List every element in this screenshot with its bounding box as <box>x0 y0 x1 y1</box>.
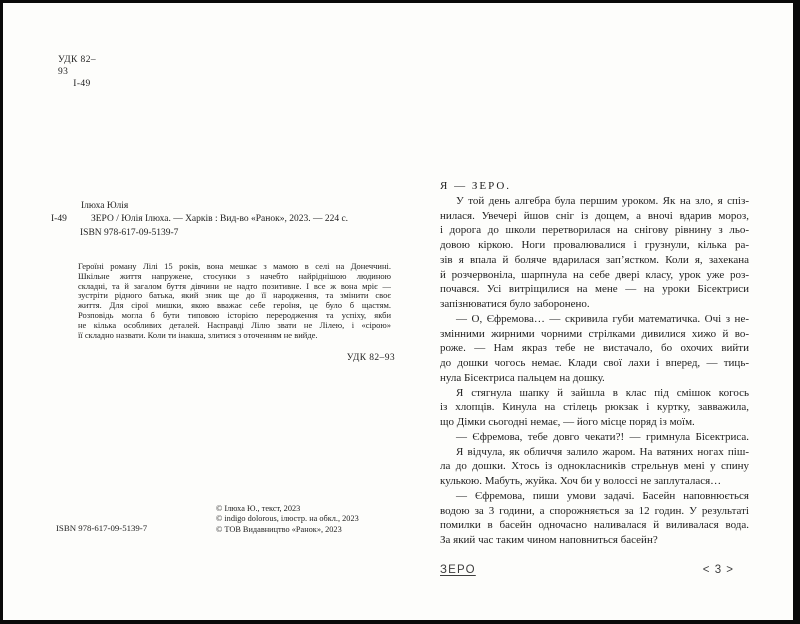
text-line: нула Бісектриса пальцем на дошку. <box>440 371 605 384</box>
text-line: до дошки чогось немає. Клади свої лахи і вперед, — тиць- <box>440 357 749 369</box>
text-line: із хлопців. Кинула на стілець рюкзак і куртку, завважила, <box>440 401 749 414</box>
text-line: і дорога до школи перетворилася на снігову рівнину з льо- <box>440 224 749 237</box>
author-index-code: І-49 <box>73 79 91 89</box>
text-line: Героїні роману Лілі 15 років, вона мешкає з мамою в селі на Донеччині. <box>78 262 391 271</box>
text-line: За який час таким чином наповниться басейн? <box>440 534 658 546</box>
running-title: ЗЕРО <box>440 564 476 576</box>
text-line: не кілька особливих деталей. Насправді Лілю звати не Лілею, і «сірою» <box>78 320 391 330</box>
text-line: почався. Усі витріщилися на мене — на уроки Бісектриси <box>440 283 749 296</box>
text-line: © indigo dolorous, ілюстр. на обкл., 2023 <box>216 514 359 524</box>
udk-code-bottom: УДК 82–93 <box>346 353 395 363</box>
text-line: зів я впала й боляче вдарилася зап’ястком. Коли я, захекана <box>440 253 749 266</box>
page-spread <box>3 3 793 620</box>
text-line: Я — ЗЕРО. <box>440 180 512 192</box>
bibliographic-author: Ілюха Юлія <box>81 201 129 211</box>
text-line: — Єфремова, пиши умови задачі. Басейн наповнюється <box>456 489 749 502</box>
text-line: зустріти рідного батька, який зник ще до її народження, та змінити своє <box>78 291 391 301</box>
text-line: довою кіркою. Ноги провалювалися і грузнули, кілька ра- <box>440 239 749 251</box>
udk-classification-block <box>58 54 106 90</box>
text-line: У той день алгебра була першим уроком. Як на зло, я спіз- <box>456 194 749 207</box>
text-line: запізнюватися було заборонено. <box>440 298 590 310</box>
text-line: Я стягнула шапку й зайшла в клас під смішок когось <box>456 386 749 399</box>
text-line: й розчервоніла, шарпнула на себе двері класу, урок уже роз- <box>440 268 749 281</box>
text-line: що Дімки сьогодні немає, — його місце поряд із моїм. <box>440 416 695 428</box>
text-line: водою за 3 години, а спорожняється за 12 годин. У результаті <box>440 504 749 517</box>
text-line: складні, та й загалом буття дівчини не надто позитивне. І все ж вона мріє — <box>78 281 391 291</box>
isbn-number: ISBN 978-617-09-5139-7 <box>80 228 179 238</box>
annotation-paragraph <box>78 262 391 340</box>
text-line: — О, Єфремова… — скривила губи математичка. Очі з не- <box>456 312 749 325</box>
page-number: < 3 > <box>702 564 734 576</box>
text-line: кулькою. Мабуть, жуйка. Хоч би у волоссі не заплуталася… <box>440 475 722 487</box>
bibliographic-index-code: І-49 <box>51 214 67 224</box>
text-line: помилки в басейн одночасно наливалася й виливалася вода. <box>440 519 749 532</box>
text-line: її складно назвати. Коли ти інакша, злитися з оточенням не вийде. <box>78 330 318 340</box>
text-line: роже. — Нам якраз тебе не вистачало, бо охочих вийти <box>440 342 749 355</box>
page-footer <box>440 564 734 576</box>
text-line: Розповідь могла б бути типовою історією переродження та успіху, якби <box>78 310 391 320</box>
udk-code: УДК 82–93 <box>58 55 97 77</box>
text-line: ла до дошки. Хтось із однокласників стрельнув мені у спину <box>440 460 749 473</box>
text-line: змінними жирними чорними стрілками дивилися хижо й во- <box>440 327 749 340</box>
text-line: © ТОВ Видавництво «Ранок», 2023 <box>216 524 342 534</box>
text-line: життя. Для сірої мишки, якою вважає себе героїня, це було б щастям. <box>78 301 391 311</box>
text-line: — Єфремова, тебе довго чекати?! — гримнула Бісектриса. <box>456 430 749 443</box>
text-line: нилася. Увечері йшов сніг із дощем, а вночі вдарив мороз, <box>440 209 749 222</box>
text-line: © Ілюха Ю., текст, 2023 <box>216 504 301 513</box>
text-line: Я відчула, як обличчя залило жаром. На ватяних ногах піш- <box>456 445 749 458</box>
text-line: Шкільне життя напружене, стосунки з начебто найріднішою людиною <box>78 271 391 281</box>
bibliographic-entry: ЗЕРО / Юлія Ілюха. — Харків : Вид-во «Ранок», 2023. — 224 с. <box>91 214 349 224</box>
body-text <box>440 179 749 548</box>
isbn-number-bottom: ISBN 978-617-09-5139-7 <box>56 523 148 533</box>
copyright-block <box>216 504 359 535</box>
